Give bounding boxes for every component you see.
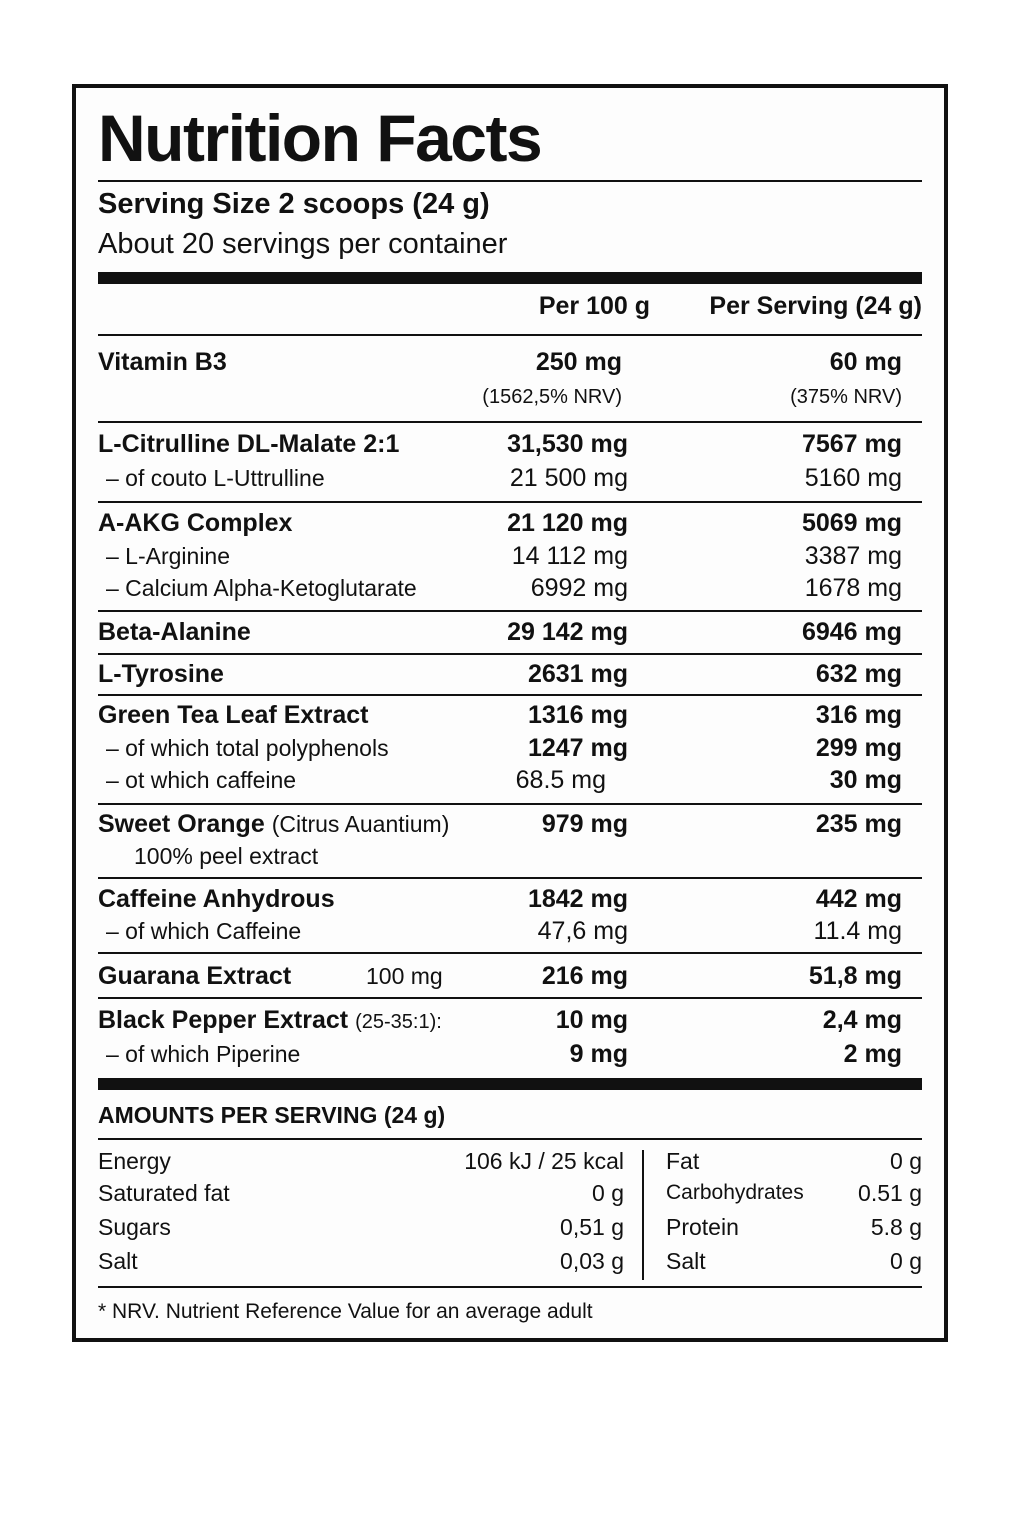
row-name-sub: – ot which caffeine <box>106 767 297 793</box>
row-value-perserving: 316 mg <box>815 701 902 729</box>
row-name-sub: – of which Piperine <box>106 1041 301 1067</box>
footnote: * NRV. Nutrient Reference Value for an average adult <box>98 1300 593 1323</box>
column-header-perserving: Per Serving (24 g) <box>709 292 922 320</box>
row-value-perserving: 5160 mg <box>804 464 902 492</box>
row-value-per100: 1247 mg <box>527 734 628 762</box>
divider <box>98 1286 922 1288</box>
row-name-sub: – of couto L-Uttrulline <box>106 465 325 491</box>
row-value-per100: 216 mg <box>541 962 628 990</box>
row-value-perserving: 30 mg <box>829 766 902 794</box>
row-value-perserving: 6946 mg <box>801 618 902 646</box>
row-name-sub: – of which Caffeine <box>106 918 302 944</box>
row-name-l-citrulline: L-Citrulline DL-Malate 2:1 <box>98 430 400 458</box>
amount-value: 106 kJ / 25 kcal <box>464 1148 624 1174</box>
row-name-sub: – Calcium Alpha-Ketoglutarate <box>106 575 417 601</box>
row-name-l-tyrosine: L-Tyrosine <box>98 660 224 688</box>
divider <box>98 501 922 503</box>
row-value-perserving: 1678 mg <box>804 574 902 602</box>
divider <box>98 1138 922 1140</box>
row-name-vitamin-b3: Vitamin B3 <box>98 348 227 376</box>
row-name-black-pepper <box>98 1004 442 1038</box>
row-value-perserving: 2,4 mg <box>822 1006 902 1034</box>
amount-label: Carbohydrates <box>666 1181 804 1204</box>
row-name-sub: – L-Arginine <box>106 543 231 569</box>
divider <box>98 334 922 336</box>
column-header-per100: Per 100 g <box>538 292 650 320</box>
row-value-perserving: 299 mg <box>815 734 902 762</box>
divider <box>98 421 922 423</box>
row-name-text: Black Pepper Extract <box>98 1006 349 1034</box>
divider <box>98 997 922 999</box>
divider <box>98 694 922 696</box>
column-separator <box>642 1150 644 1280</box>
row-value-per100: 21 120 mg <box>507 509 628 537</box>
row-value-per100: 1316 mg <box>527 701 628 729</box>
amount-value: 0,51 g <box>560 1214 624 1240</box>
row-value-perserving: 2 mg <box>843 1040 902 1068</box>
row-value-perserving: 442 mg <box>815 885 902 913</box>
amount-label: Saturated fat <box>98 1180 230 1206</box>
row-value-per100: 6992 mg <box>530 574 628 602</box>
row-note: 100% peel extract <box>134 843 319 869</box>
row-value-per100: 9 mg <box>569 1040 628 1068</box>
row-value-per100: 47,6 mg <box>537 917 628 945</box>
amount-label: Salt <box>666 1248 706 1274</box>
row-value-per100: 31,530 mg <box>507 430 628 458</box>
row-name-green-tea: Green Tea Leaf Extract <box>98 701 369 729</box>
row-value-per100: 250 mg <box>535 348 622 376</box>
amount-value: 0 g <box>890 1148 922 1174</box>
row-value-perserving: 5069 mg <box>801 509 902 537</box>
row-value-perserving: 7567 mg <box>801 430 902 458</box>
label-content <box>98 88 922 1338</box>
divider <box>98 610 922 612</box>
amount-value: 5.8 g <box>870 1214 922 1240</box>
divider <box>98 803 922 805</box>
amount-label: Energy <box>98 1148 171 1174</box>
row-name-guarana: Guarana Extract <box>98 962 292 990</box>
amount-value: 0,03 g <box>560 1248 624 1274</box>
row-value-per100: 14 112 mg <box>511 542 628 570</box>
nutrition-label <box>72 84 948 1342</box>
row-value-per100: 68.5 mg <box>515 766 606 794</box>
row-name-extra: 100 mg <box>366 963 443 989</box>
amount-value: 0 g <box>890 1248 922 1274</box>
row-value-perserving: 51,8 mg <box>808 962 902 990</box>
row-value-per100: 1842 mg <box>527 885 628 913</box>
row-value-perserving: 632 mg <box>815 660 902 688</box>
divider <box>98 952 922 954</box>
row-value-per100: 10 mg <box>555 1006 628 1034</box>
row-value-perserving: 235 mg <box>815 810 902 838</box>
row-name-beta-alanine: Beta-Alanine <box>98 618 251 646</box>
row-name-a-akg-complex: A-AKG Complex <box>98 509 293 537</box>
row-value-perserving: 60 mg <box>829 348 902 376</box>
divider <box>98 180 922 182</box>
row-value-per100: 979 mg <box>541 810 628 838</box>
amount-label: Fat <box>666 1148 700 1174</box>
serving-size: Serving Size 2 scoops (24 g) <box>98 188 490 220</box>
row-value-per100: 2631 mg <box>527 660 628 688</box>
nrv-perserving: (375% NRV) <box>790 386 902 408</box>
row-name-extra: (Citrus Auantium) <box>271 811 450 837</box>
divider <box>98 653 922 655</box>
amount-value: 0 g <box>592 1180 624 1206</box>
thick-divider <box>98 272 922 284</box>
amounts-heading: AMOUNTS PER SERVING (24 g) <box>98 1102 446 1128</box>
row-value-perserving: 3387 mg <box>804 542 902 570</box>
amount-label: Protein <box>666 1214 739 1240</box>
amount-value: 0.51 g <box>858 1180 922 1206</box>
row-name-extra: (25-35:1): <box>355 1011 442 1033</box>
row-name-sweet-orange <box>98 808 449 840</box>
label-title: Nutrition Facts <box>98 101 542 175</box>
divider <box>98 877 922 879</box>
nrv-per100: (1562,5% NRV) <box>482 386 622 408</box>
row-name-sub: – of which total polyphenols <box>106 735 389 761</box>
servings-per-container: About 20 servings per container <box>98 228 508 260</box>
amount-label: Salt <box>98 1248 138 1274</box>
amount-label: Sugars <box>98 1214 171 1240</box>
thick-divider <box>98 1078 922 1090</box>
row-value-perserving: 11.4 mg <box>813 917 902 945</box>
row-name-caffeine-anhydrous: Caffeine Anhydrous <box>98 885 335 913</box>
row-value-per100: 29 142 mg <box>507 618 628 646</box>
row-name-text: Sweet Orange <box>98 810 265 838</box>
row-value-per100: 21 500 mg <box>509 464 628 492</box>
